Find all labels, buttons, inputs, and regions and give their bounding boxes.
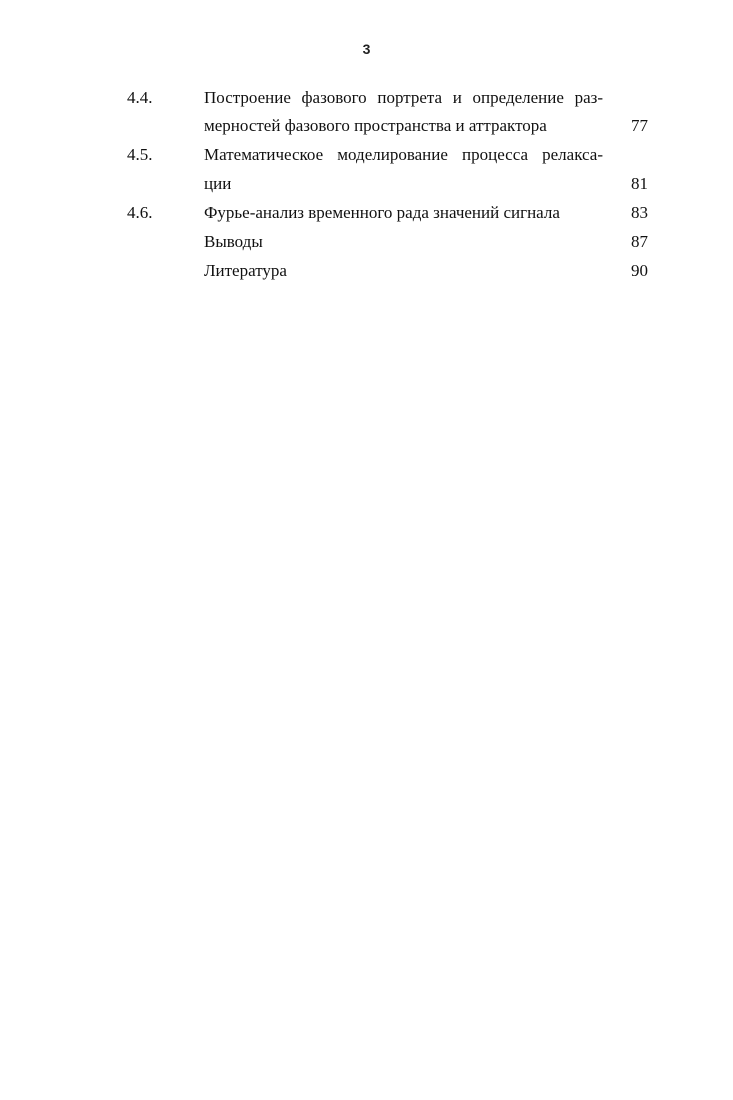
toc-entry-title-4-5-line-1: Математическое моделирование процесса релакса-	[204, 145, 603, 164]
toc-entry-page-4-6: 83	[631, 203, 648, 222]
toc-entry-page-literature: 90	[631, 261, 648, 280]
page-number: 3	[362, 41, 371, 57]
toc-entry-title-4-4-line-2: мерностей фазового пространства и аттрактора	[204, 116, 547, 135]
toc-entry-title-literature: Литература	[204, 261, 287, 280]
toc-entry-page-4-4: 77	[631, 116, 648, 135]
toc-entry-title-4-5-line-2: ции	[204, 174, 232, 193]
toc-entry-page-4-5: 81	[631, 174, 648, 193]
toc-entry-title-4-4-line-1: Построение фазового портрета и определение раз-	[204, 88, 603, 107]
toc-entry-number-4-4: 4.4.	[127, 88, 153, 107]
toc-entry-title-conclusions: Выводы	[204, 232, 263, 251]
toc-entry-number-4-6: 4.6.	[127, 203, 153, 222]
toc-entry-title-4-6: Фурье-анализ временного рада значений сигнала	[204, 203, 560, 222]
toc-entry-number-4-5: 4.5.	[127, 145, 153, 164]
toc-entry-page-conclusions: 87	[631, 232, 648, 251]
